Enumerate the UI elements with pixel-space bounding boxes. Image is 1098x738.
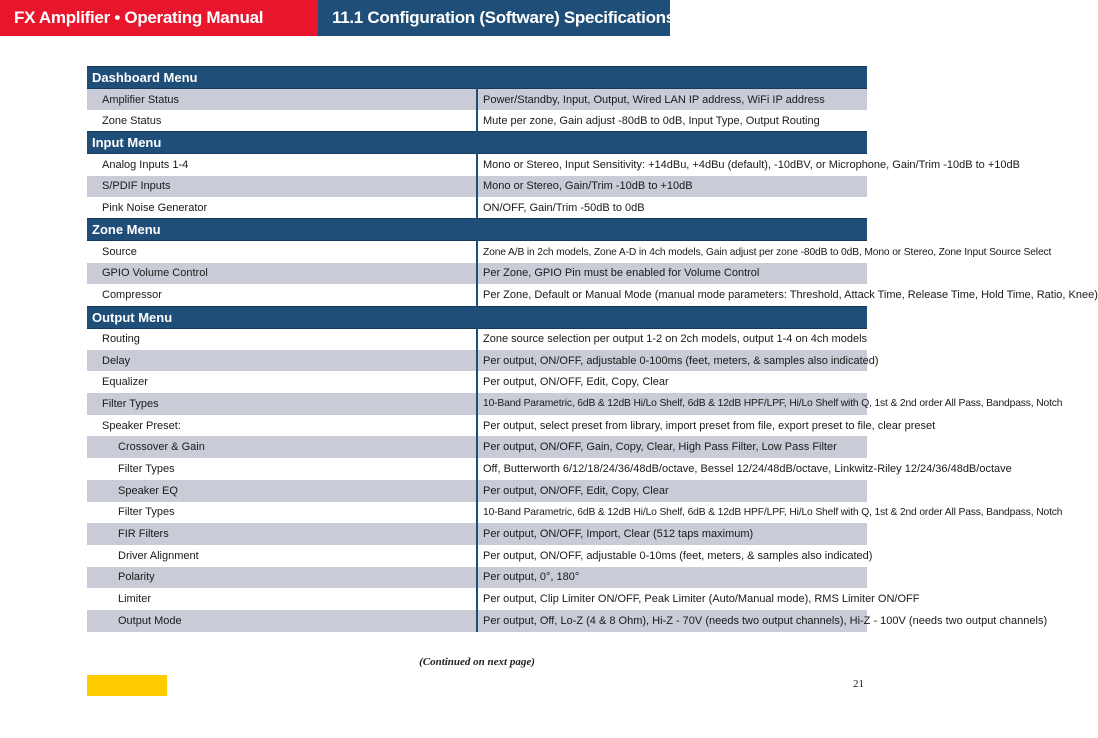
row-label: Compressor [87, 284, 477, 306]
spec-table [87, 66, 1098, 632]
footer-accent-bar [87, 675, 167, 696]
table-row [87, 284, 867, 306]
row-label: GPIO Volume Control [87, 263, 477, 285]
row-value: Per Zone, GPIO Pin must be enabled for Volume Control [477, 263, 867, 285]
table-row [87, 523, 867, 545]
table-row [87, 415, 867, 437]
table-row [87, 610, 867, 632]
section-header [87, 132, 867, 154]
table-row [87, 350, 867, 372]
manual-title-banner: FX Amplifier • Operating Manual [0, 0, 318, 36]
row-label: Filter Types [87, 502, 477, 524]
section-header [87, 67, 867, 89]
row-label: Filter Types [87, 393, 477, 415]
spec-table-body [87, 67, 1098, 632]
row-label: Driver Alignment [87, 545, 477, 567]
table-row [87, 436, 867, 458]
row-label: Crossover & Gain [87, 436, 477, 458]
row-value: Per output, ON/OFF, Gain, Copy, Clear, High Pass Filter, Low Pass Filter [477, 436, 867, 458]
row-value: Mono or Stereo, Gain/Trim -10dB to +10dB [477, 176, 867, 198]
section-title-banner: 11.1 Configuration (Software) Specifications [318, 0, 670, 36]
row-value: Off, Butterworth 6/12/18/24/36/48dB/octave, Bessel 12/24/48dB/octave, Linkwitz-Riley 12/24/36/48dB/octave [483, 462, 1012, 475]
section-title: Zone Menu [87, 219, 867, 241]
section-title: Input Menu [87, 132, 867, 154]
row-value: Per output, ON/OFF, adjustable 0-10ms (feet, meters, & samples also indicated) [483, 549, 873, 562]
row-label: S/PDIF Inputs [87, 176, 477, 198]
row-value: Per output, ON/OFF, Edit, Copy, Clear [477, 480, 867, 502]
row-value: 10-Band Parametric, 6dB & 12dB Hi/Lo Shelf, 6dB & 12dB HPF/LPF, Hi/Lo Shelf with Q, 1st & 2nd order All Pass, Bandpass, Notch [483, 506, 1063, 518]
table-row [87, 458, 867, 480]
table-row [87, 89, 867, 111]
table-row [87, 371, 867, 393]
row-label: Speaker EQ [87, 480, 477, 502]
section-title: Dashboard Menu [87, 67, 867, 89]
row-value: 10-Band Parametric, 6dB & 12dB Hi/Lo Shelf, 6dB & 12dB HPF/LPF, Hi/Lo Shelf with Q, 1st & 2nd order All Pass, Bandpass, Notch [477, 393, 867, 415]
row-value: Per output, ON/OFF, Edit, Copy, Clear [483, 376, 669, 389]
table-row [87, 567, 867, 589]
row-value: Power/Standby, Input, Output, Wired LAN IP address, WiFi IP address [477, 89, 867, 111]
table-row [87, 110, 867, 132]
row-label: Amplifier Status [87, 89, 477, 111]
table-row [87, 154, 867, 176]
section-header [87, 306, 867, 328]
row-label: Pink Noise Generator [87, 197, 477, 219]
table-row [87, 197, 867, 219]
row-value: Per output, Off, Lo-Z (4 & 8 Ohm), Hi-Z - 70V (needs two output channels), Hi-Z - 100V (needs two output channels) [477, 610, 867, 632]
section-title: Output Menu [87, 306, 867, 328]
row-label: Filter Types [87, 458, 477, 480]
row-value: ON/OFF, Gain/Trim -50dB to 0dB [483, 201, 645, 214]
row-value: Per output, Clip Limiter ON/OFF, Peak Limiter (Auto/Manual mode), RMS Limiter ON/OFF [483, 593, 920, 606]
row-label: Routing [87, 328, 477, 350]
row-value: Per Zone, Default or Manual Mode (manual mode parameters: Threshold, Attack Time, Release Time, Hold Time, Ratio, Knee) [483, 288, 1098, 301]
table-row [87, 241, 867, 263]
table-row [87, 502, 867, 524]
row-value: Per output, 0°, 180° [477, 567, 867, 589]
row-value: Per output, ON/OFF, adjustable 0-100ms (feet, meters, & samples also indicated) [477, 350, 867, 372]
row-value: Mono or Stereo, Input Sensitivity: +14dBu, +4dBu (default), -10dBV, or Microphone, Gain/Trim -10dB to +10dB [483, 158, 1020, 171]
row-value: Zone A/B in 2ch models, Zone A-D in 4ch models, Gain adjust per zone -80dB to 0dB, Mono or Stereo, Zone Input Source Select [483, 246, 1052, 258]
row-label: Zone Status [87, 110, 477, 132]
section-header [87, 219, 867, 241]
row-value: Mute per zone, Gain adjust -80dB to 0dB, Input Type, Output Routing [483, 114, 820, 127]
table-row [87, 393, 867, 415]
table-row [87, 263, 867, 285]
table-row [87, 588, 867, 610]
row-label: Polarity [87, 567, 477, 589]
row-label: Limiter [87, 588, 477, 610]
row-label: Source [87, 241, 477, 263]
page-number: 21 [853, 678, 864, 690]
table-row [87, 176, 867, 198]
continued-note: (Continued on next page) [419, 656, 535, 668]
row-label: FIR Filters [87, 523, 477, 545]
row-label: Delay [87, 350, 477, 372]
row-value: Per output, ON/OFF, Import, Clear (512 taps maximum) [477, 523, 867, 545]
table-row [87, 480, 867, 502]
table-row [87, 328, 867, 350]
row-label: Analog Inputs 1-4 [87, 154, 477, 176]
row-label: Speaker Preset: [87, 415, 477, 437]
row-label: Output Mode [87, 610, 477, 632]
table-row [87, 545, 867, 567]
row-value: Per output, select preset from library, import preset from file, export preset to file, clear preset [483, 419, 936, 432]
row-label: Equalizer [87, 371, 477, 393]
row-value: Zone source selection per output 1-2 on 2ch models, output 1-4 on 4ch models [483, 333, 868, 346]
